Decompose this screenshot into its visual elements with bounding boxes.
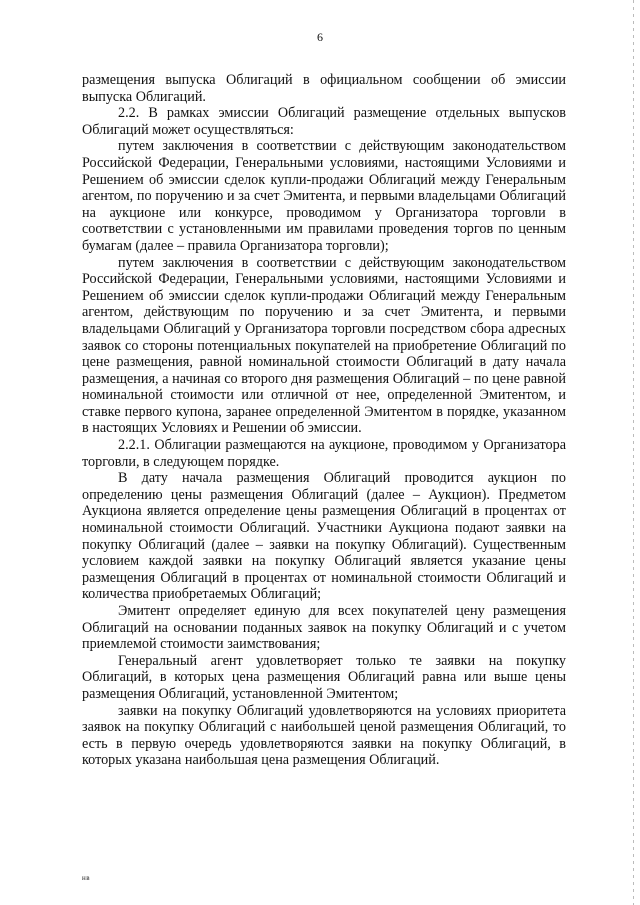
paragraph: Эмитент определяет единую для всех покупателей цену размещения Облигаций на основании поданных заявок на покупку Облигаций и с учетом приемлемой стоимости заимствования; (82, 603, 566, 653)
paragraph: В дату начала размещения Облигаций проводится аукцион по определению цены размещения Облигаций (далее – Аукцион). Предметом Аукциона является определение цены размещения Облигаций в процентах от номинальной стоимости Облигаций. Участники Аукциона подают заявки на покупку Облигаций (далее – заявки на покупку Облигаций). Существенным условием каждой заявки на покупку Облигаций является указание цены размещения Облигаций в процентах от номинальной стоимости Облигаций и количества приобретаемых Облигаций; (82, 470, 566, 603)
document-body (82, 72, 566, 769)
paragraph: 2.2.1. Облигации размещаются на аукционе, проводимом у Организатора торговли, в следующем порядке. (82, 437, 566, 470)
footer-mark: нв (82, 874, 91, 882)
paragraph: путем заключения в соответствии с действующим законодательством Российской Федерации, Генеральными условиями, настоящими Условиями и Решением об эмиссии сделок купли-продажи Облигаций между Генеральным агентом, действующим по поручению и за счет Эмитента, и первыми владельцами Облигаций у Организатора торговли посредством сбора адресных заявок со стороны потенциальных покупателей на приобретение Облигаций по цене размещения, равной номинальной стоимости Облигаций в дату начала размещения, а начиная со второго дня размещения Облигаций – по цене равной номинальной стоимости или отличной от нее, определенной Эмитентом, и ставке первого купона, заранее определенной Эмитентом в порядке, указанном в настоящих Условиях и Решении об эмиссии. (82, 254, 566, 437)
paragraph: заявки на покупку Облигаций удовлетворяются на условиях приоритета заявок на покупку Облигаций с наибольшей ценой размещения Облигаций, то есть в первую очередь удовлетворяются заявки на покупку Облигаций, в которых указана наибольшая цена размещения Облигаций. (82, 702, 566, 769)
paragraph: размещения выпуска Облигаций в официальном сообщении об эмиссии выпуска Облигаций. (82, 72, 566, 105)
paragraph: Генеральный агент удовлетворяет только те заявки на покупку Облигаций, в которых цена размещения Облигаций равна или выше цены размещения Облигаций, установленной Эмитентом; (82, 652, 566, 702)
paragraph: путем заключения в соответствии с действующим законодательством Российской Федерации, Генеральными условиями, настоящими Условиями и Решением об эмиссии сделок купли-продажи Облигаций между Генеральным агентом, по поручению и за счет Эмитента, и первыми владельцами Облигаций на аукционе или конкурсе, проводимом у Организатора торговли в соответствии с установленными им правилами проведения торгов по ценным бумагам (далее – правила Организатора торговли); (82, 138, 566, 254)
page-edge-divider (633, 0, 634, 905)
page-number: 6 (317, 30, 323, 44)
paragraph: 2.2. В рамках эмиссии Облигаций размещение отдельных выпусков Облигаций может осуществляться: (82, 105, 566, 138)
